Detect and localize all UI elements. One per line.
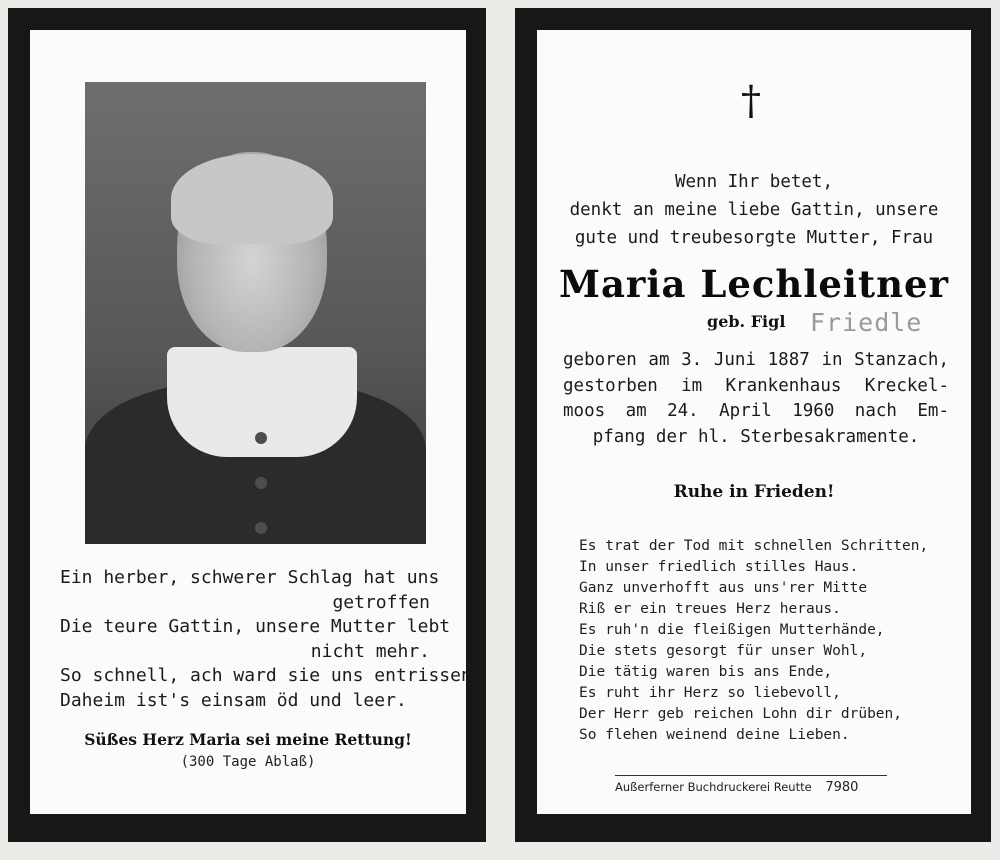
birth-name: geb. Figl — [707, 312, 786, 331]
typed-stamp: Friedle — [810, 308, 923, 337]
verse-line: So flehen weinend deine Lieben. — [579, 727, 850, 743]
bio-line: pfang der hl. Sterbesakramente. — [592, 426, 920, 447]
memorial-card-left — [8, 8, 486, 842]
printer-name: Außerferner Buchdruckerei Reutte — [615, 780, 812, 794]
verse-line: Es ruht ihr Herz so liebevoll, — [579, 685, 841, 701]
print-number: 7980 — [825, 780, 859, 795]
intro-line: gute und treubesorgte Mutter, Frau — [574, 228, 934, 248]
poem-line: So schnell, ach ward sie uns entrissen, — [60, 665, 483, 686]
verse-line: Ganz unverhofft aus uns'rer Mitte — [579, 580, 868, 596]
bio-line: gestorben im Krankenhaus Kreckel- — [563, 375, 949, 396]
verse-line: In unser friedlich stilles Haus. — [579, 559, 859, 575]
poem-line: getroffen — [332, 591, 430, 613]
memorial-card-right — [515, 8, 991, 842]
portrait-photo — [85, 82, 426, 544]
memorial-verse — [579, 536, 928, 746]
indulgence-note: (300 Tage Ablaß) — [180, 754, 316, 770]
verse-line: Die stets gesorgt für unser Wohl, — [579, 643, 868, 659]
poem-line: Daheim ist's einsam öd und leer. — [60, 689, 407, 711]
poem-line: Ein herber, schwerer Schlag hat uns — [60, 567, 440, 588]
rest-in-peace: Ruhe in Frieden! — [673, 482, 835, 502]
biography — [563, 348, 949, 450]
intro-line: Wenn Ihr betet, — [674, 172, 834, 192]
intro-text — [537, 168, 971, 252]
prayer-line: Süßes Herz Maria sei meine Rettung! — [84, 730, 412, 749]
bio-line: geboren am 3. Juni 1887 in Stanzach, — [563, 350, 949, 370]
mourning-poem — [60, 566, 483, 713]
poem-line: nicht mehr. — [310, 640, 430, 662]
deceased-name: Maria Lechleitner — [559, 262, 949, 306]
cross-icon: † — [741, 78, 761, 124]
intro-line: denkt an meine liebe Gattin, unsere — [569, 200, 939, 220]
verse-line: Es trat der Tod mit schnellen Schritten, — [579, 538, 929, 554]
printer-imprint — [615, 775, 887, 795]
card-right-paper — [537, 30, 971, 814]
card-left-paper — [30, 30, 483, 814]
poem-line: Die teure Gattin, unsere Mutter lebt — [60, 616, 451, 637]
verse-line: Riß er ein treues Herz heraus. — [579, 601, 841, 617]
verse-line: Die tätig waren bis ans Ende, — [579, 664, 833, 680]
verse-line: Der Herr geb reichen Lohn dir drüben, — [579, 706, 903, 722]
bio-line: moos am 24. April 1960 nach Em- — [563, 401, 949, 421]
verse-line: Es ruh'n die fleißigen Mutterhände, — [579, 622, 885, 638]
